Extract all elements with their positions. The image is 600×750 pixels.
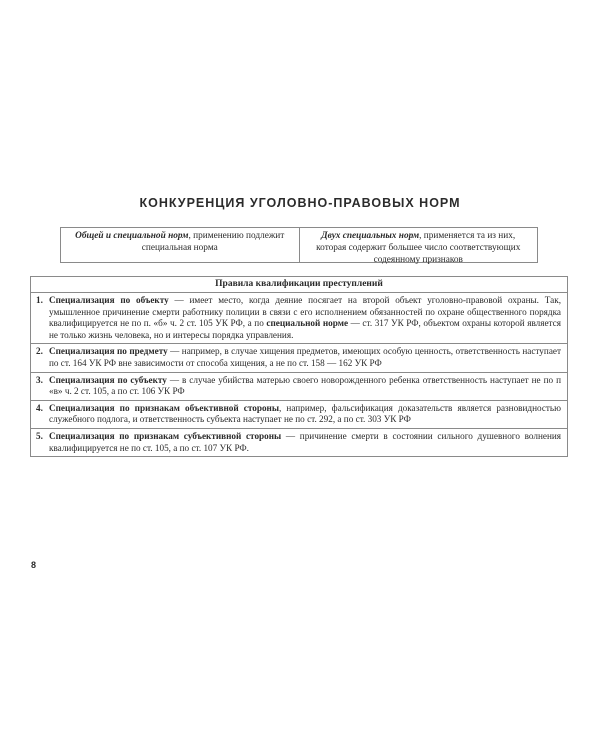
general-special-norm-term: Общей и специальной норм — [75, 231, 189, 241]
rule-text — [49, 375, 561, 398]
rule-number: 4. — [36, 402, 43, 413]
general-special-norm-cell — [61, 228, 299, 262]
rule-text — [49, 431, 561, 454]
rule-description: — причинение смерти в состоянии сильного душевного волнения квалифицируется не по ст. 105, а по ст. 107 УК РФ. — [49, 430, 561, 453]
page-title: КОНКУРЕНЦИЯ УГОЛОВНО-ПРАВОВЫХ НОРМ — [139, 196, 461, 210]
rules-header: Правила квалификации преступлений — [31, 277, 567, 293]
rule-text — [49, 346, 561, 369]
rule-text — [49, 403, 561, 426]
two-special-norms-term: Двух специальных норм — [321, 231, 420, 241]
rule-term: Специализация по субъекту — [49, 374, 167, 385]
rule-term: специальной норме — [266, 318, 349, 329]
page-number: 8 — [31, 560, 37, 570]
qualification-rules-table — [30, 276, 568, 457]
rule-number: 2. — [36, 346, 43, 357]
rule-description: — в случае убийства матерью своего новорожденного ребенка ответственность наступает не по п «в» ч. 2 ст. 105, а по ст. 106 УК РФ — [49, 374, 561, 397]
rule-description: , например, фальсификация доказательств является разновидностью служебного подлога, и ответственность субъекта наступает не по ст. 292, а по ст. 303 УК РФ — [49, 402, 561, 425]
rule-description: — например, в случае хищения предметов, имеющих особую ценность, ответственность наступает по ст. 164 УК РФ вне зависимости от способа хищения, а не по ст. 158 — 162 УК РФ — [49, 346, 561, 368]
two-special-norms-cell — [299, 228, 538, 265]
rule-subject — [31, 373, 567, 401]
rule-text — [49, 295, 561, 341]
rule-subject-matter — [31, 344, 567, 372]
rule-object — [31, 293, 567, 344]
rule-subjective-side — [31, 429, 567, 456]
rule-description: — ст. 317 УК РФ, объектом охраны которой является не только жизнь человека, но и интересы порядка управления. — [49, 318, 561, 340]
rule-number: 5. — [36, 430, 43, 441]
general-special-norm-text: , применению подлежит специальная норма — [141, 231, 285, 253]
rule-term: Специализация по объекту — [49, 295, 169, 305]
rule-objective-side — [31, 401, 567, 429]
rule-term: Специализация по признакам объективной стороны — [49, 402, 280, 413]
rule-number: 3. — [36, 374, 43, 385]
rule-term: Специализация по признакам субъективной стороны — [49, 430, 282, 441]
norm-competition-table — [60, 227, 538, 263]
rule-description: — имеет место, когда деяние посягает на второй объект уголовно-правовой охраны. Так, умышленное причинение смерти работнику полиции в связи с его исполнением обязанностей по охране общественного порядка квалифицируется не по п. «б» ч. 2 ст. 105 УК РФ, а по — [49, 295, 561, 329]
rule-term: Специализация по предмету — [49, 346, 168, 357]
two-special-norms-text: , применяется та из них, которая содержит большее число соответствующих содеянному признаков — [316, 231, 521, 265]
rule-number: 1. — [36, 295, 43, 305]
